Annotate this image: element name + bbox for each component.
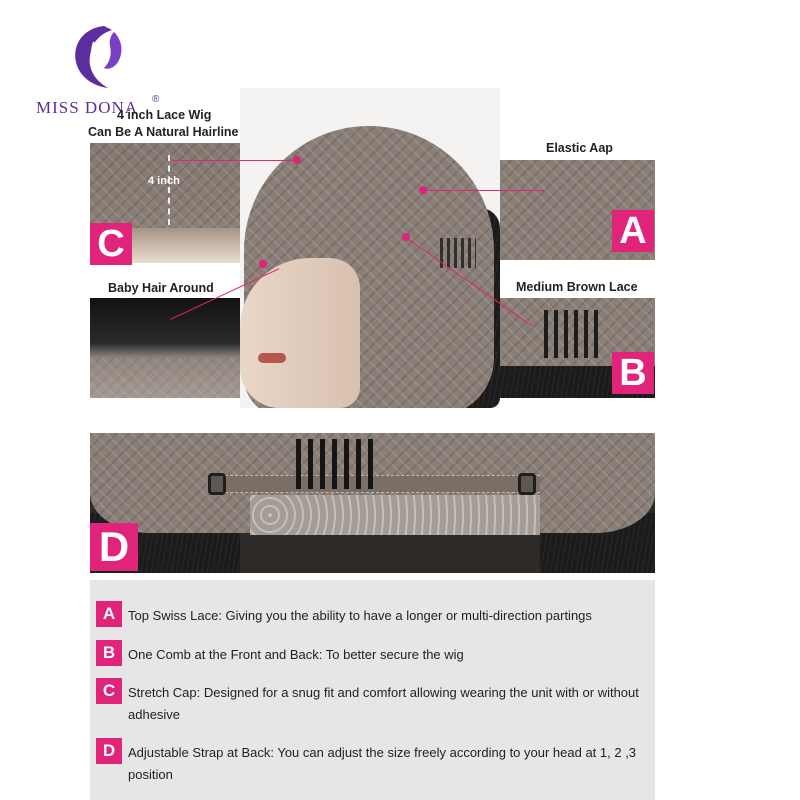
feature-badge-a: A bbox=[96, 601, 122, 627]
pointer-dot-lace bbox=[293, 156, 301, 164]
callout-elastic: Elastic Aap bbox=[546, 141, 613, 155]
strap-clip-left bbox=[208, 473, 226, 495]
back-lace-detail bbox=[250, 495, 540, 535]
feature-item-a bbox=[96, 601, 648, 627]
cap-comb bbox=[440, 238, 476, 268]
feature-badge-c: C bbox=[96, 678, 122, 704]
feature-text-b: One Comb at the Front and Back: To better secure the wig bbox=[128, 647, 464, 662]
feature-item-c bbox=[96, 678, 648, 726]
feature-text-d: Adjustable Strap at Back: You can adjust the size freely according to your head at 1, 2 ,3 position bbox=[128, 745, 637, 782]
baby-hair-lace-texture bbox=[90, 356, 240, 398]
callout-lace-wig-line2: Can Be A Natural Hairline bbox=[88, 125, 239, 139]
callout-lace-wig-line1: 4 inch Lace Wig bbox=[117, 108, 212, 122]
feature-badge-d: D bbox=[96, 738, 122, 764]
feature-text-c: Stretch Cap: Designed for a snug fit and comfort allowing wearing the unit with or without adhesive bbox=[128, 685, 639, 722]
brand-name: MISS DONA bbox=[36, 98, 139, 117]
feature-list-panel bbox=[90, 580, 655, 800]
back-comb bbox=[296, 439, 376, 489]
mannequin-face bbox=[240, 258, 360, 408]
feature-item-d bbox=[96, 738, 648, 786]
mannequin-lips bbox=[258, 353, 286, 363]
mannequin-wig-photo bbox=[240, 88, 500, 408]
pointer-line-lace bbox=[172, 160, 297, 161]
badge-a: A bbox=[612, 210, 654, 252]
badge-d: D bbox=[90, 523, 138, 571]
badge-b: B bbox=[612, 352, 654, 394]
badge-c: C bbox=[90, 223, 132, 265]
pointer-dot-baby-hair bbox=[259, 260, 267, 268]
woman-profile-logo-icon bbox=[64, 22, 128, 92]
strap-clip-right bbox=[518, 473, 536, 495]
pointer-dot-elastic bbox=[419, 186, 427, 194]
adjustable-strap-photo bbox=[90, 433, 655, 573]
registered-mark: ® bbox=[152, 94, 160, 105]
baby-hair-photo bbox=[90, 298, 240, 398]
callout-medium-lace: Medium Brown Lace bbox=[516, 280, 638, 294]
four-inch-label: 4 inch bbox=[148, 175, 180, 187]
feature-item-b bbox=[96, 640, 648, 666]
pointer-line-elastic bbox=[424, 190, 544, 191]
pointer-dot-medium-lace bbox=[402, 233, 410, 241]
comb-detail bbox=[544, 310, 604, 358]
feature-badge-b: B bbox=[96, 640, 122, 666]
callout-baby-hair: Baby Hair Around bbox=[108, 281, 214, 295]
four-inch-dashed-line bbox=[168, 155, 170, 225]
feature-text-a: Top Swiss Lace: Giving you the ability to have a longer or multi-direction partings bbox=[128, 608, 592, 623]
